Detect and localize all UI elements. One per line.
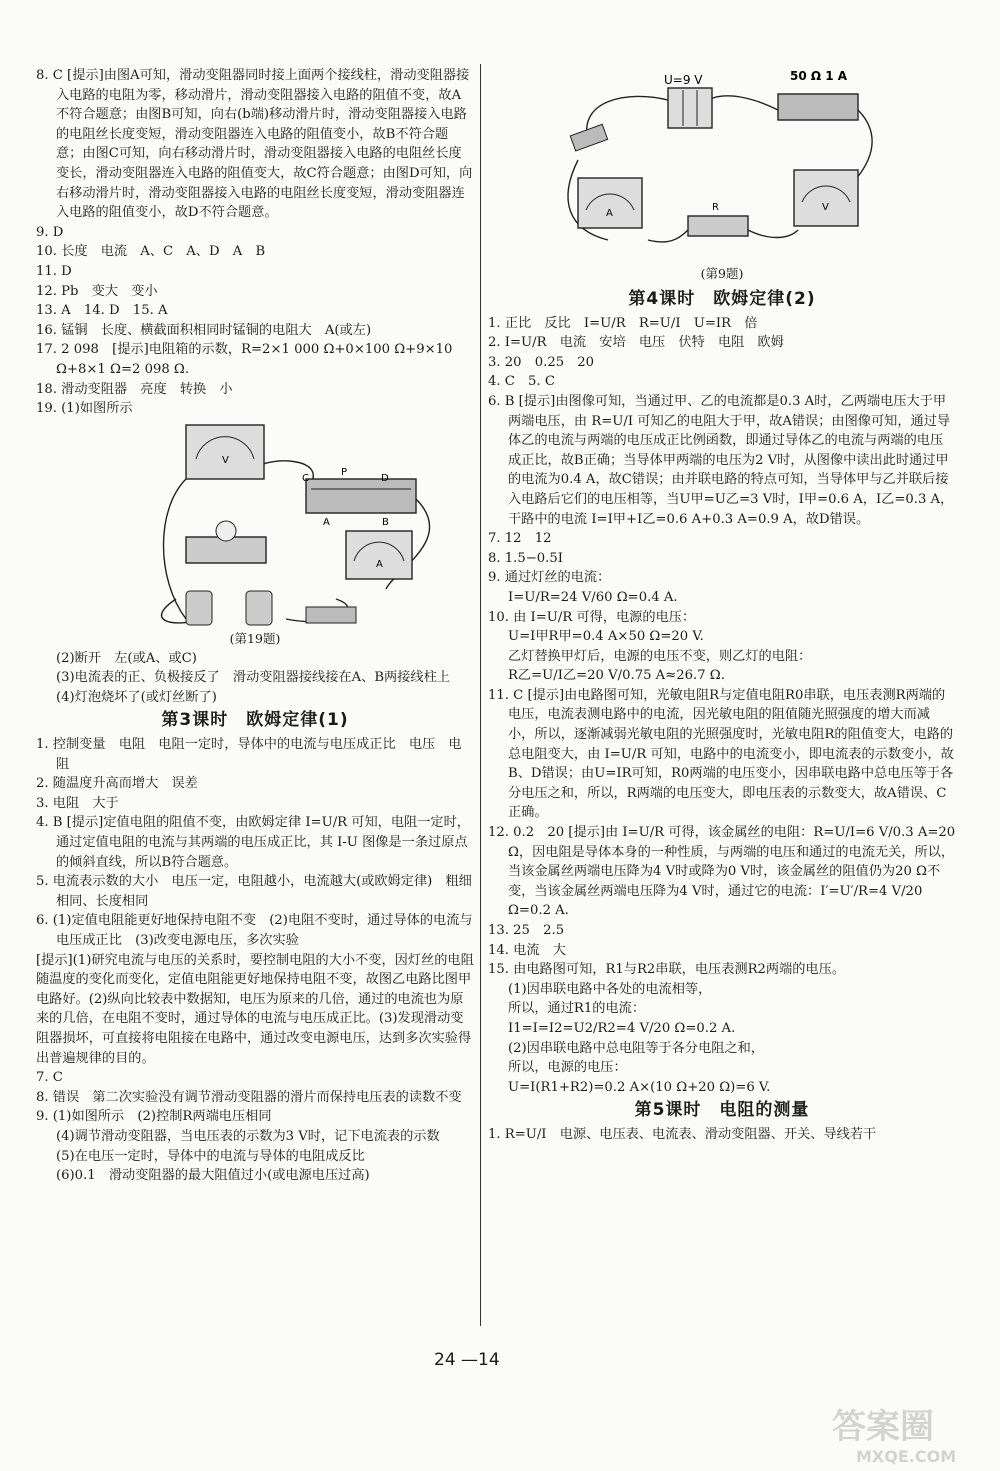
answer-11: 11. D (36, 263, 72, 279)
right-column (488, 60, 956, 1145)
answer-18: 18. 滑动变阻器 亮度 转换 小 (36, 381, 233, 397)
svg-text:V: V (822, 202, 829, 213)
lesson3-answer-8: 8. 错误 第二次实验没有调节滑动变阻器的滑片而保持电压表的读数不变 (36, 1089, 462, 1105)
lesson3-answer-6-hint: [提示](1)研究电流与电压的关系时，要控制电阻的大小不变，因灯丝的电阻随温度的变化而变化，定值电阻能更好地保持电阻不变，故图乙电路比图甲电路好。(2)纵向比较表中数据知，电压为原来的几倍，通过的电流也为原来的几倍，在电阻不变时，通过导体的电流与电压成正比。(3)发现滑动变阻器损坏，可直接将电阻接在电路中，通过改变电源电压，达到多次实验得出普遍规律的目的。 (36, 952, 474, 1066)
answer-9: 9. D (36, 224, 64, 240)
lesson3-answer-9-5: (5)在电压一定时，导体中的电流与导体的电阻成反比 (56, 1148, 365, 1164)
lesson4-answer-15: 15. 由电路图可知，R1与R2串联，电压表测R2两端的电压。 (488, 962, 846, 978)
answer-19-4: (4)灯泡烧坏了(或灯丝断了) (56, 689, 217, 705)
lesson4-answer-3: 3. 20 0.25 20 (488, 354, 595, 370)
lesson4-answer-15-1b: 所以，通过R1的电流： (508, 1001, 646, 1017)
lesson-5-heading: 第5课时 电阻的测量 (634, 1100, 810, 1121)
lesson3-answer-3: 3. 电阻 大于 (36, 795, 119, 811)
lesson4-answer-15-1: (1)因串联电路中各处的电流相等， (508, 981, 712, 997)
lesson4-answer-10-text: 乙灯替换甲灯后，电源的电压不变，则乙灯的电阻： (508, 648, 812, 664)
answer-10: 10. 长度 电流 A、C A、D A B (36, 244, 266, 260)
lesson4-answer-9: 9. 通过灯丝的电流： (488, 570, 611, 586)
lesson4-answer-7: 7. 12 12 (488, 531, 552, 547)
figure-9-caption: (第9题) (700, 266, 744, 281)
lesson4-answer-4-5: 4. C 5. C (488, 374, 555, 390)
lesson3-answer-9: 9. (1)如图所示 (2)控制R两端电压相同 (36, 1109, 272, 1125)
svg-text:D: D (381, 472, 389, 484)
answer-13-15: 13. A 14. D 15. A (36, 303, 168, 319)
lesson4-answer-10-equation-2: R乙=U/I乙=20 V/0.75 A≈26.7 Ω. (508, 668, 725, 684)
svg-text:C: C (302, 472, 309, 484)
lesson4-answer-15-equation-2: U=I(R1+R2)=0.2 A×(10 Ω+20 Ω)=6 V. (508, 1079, 771, 1095)
answer-12: 12. Pb 变大 变小 (36, 283, 158, 299)
lesson5-answer-1: 1. R=U/I 电源、电压表、电流表、滑动变阻器、开关、导线若干 (488, 1126, 877, 1142)
svg-text:A: A (376, 558, 383, 570)
lesson4-answer-12: 12. 0.2 20 [提示]由 I=U/R 可得，该金属丝的电阻：R=U/I=6 V/0.3 A=20 Ω，因电阻是导体本身的一种性质，与两端的电压和通过的电流无关，所以，当该金属丝两端电压降为4 V时或降为0 V时，该金属丝的阻值仍为20 Ω不变，当该金属丝两端电压降为4 V时，通过它的电流：I′=U′/R=4 V/20 Ω=0.2 A. (488, 825, 956, 919)
answer-19-2: (2)断开 左(或A、或C) (56, 650, 197, 666)
lesson3-answer-5: 5. 电流表示数的大小 电压一定，电阻越小，电流越大(或欧姆定律) 粗细相同、长度相同 (36, 874, 472, 909)
lesson3-answer-7: 7. C (36, 1070, 63, 1086)
lesson3-answer-6: 6. (1)定值电阻能更好地保持电阻不变 (2)电阻不变时，通过导体的电流与电压成正比 (3)改变电源电压，多次实验 (36, 913, 473, 948)
lesson4-answer-14: 14. 电流 大 (488, 942, 566, 958)
answer-17: 17. 2 098 [提示]电阻箱的示数，R=2×1 000 Ω+0×100 Ω+9×10 Ω+8×1 Ω=2 098 Ω. (36, 342, 453, 377)
lesson-4-heading: 第4课时 欧姆定律(2) (628, 289, 816, 309)
page-number: 24 —14 (434, 1350, 500, 1370)
lesson3-answer-9-6: (6)0.1 滑动变阻器的最大阻值过小(或电源电压过高) (56, 1168, 370, 1184)
svg-text:A: A (323, 516, 330, 528)
figure-9 (488, 60, 956, 286)
left-column (36, 66, 474, 1186)
lesson4-answer-10-equation: U=I甲R甲=0.4 A×50 Ω=20 V. (508, 629, 704, 645)
lesson3-answer-1: 1. 控制变量 电阻 电阻一定时，导体中的电流与电压成正比 电压 电阻 (36, 737, 462, 772)
svg-text:答案圈: 答案圈 (832, 1407, 934, 1447)
circuit-diagram-9 (488, 60, 956, 264)
lesson3-answer-4: 4. B [提示]定值电阻的阻值不变，由欧姆定律 I=U/R 可知，电阻一定时，通过定值电阻的电流与其两端的电压成正比，其 I-U 图像是一条过原点的倾斜直线，所以B符合题意。 (36, 815, 470, 870)
answer-16: 16. 锰铜 长度、横截面积相同时锰铜的电阻大 A(或左) (36, 322, 372, 338)
lesson4-answer-15-equation: I1=I=I2=U2/R2=4 V/20 Ω=0.2 A. (508, 1020, 736, 1036)
lesson3-answer-2: 2. 随温度升高而增大 误差 (36, 776, 198, 792)
column-divider (480, 64, 481, 1326)
lesson4-answer-15-2b: 所以，电源的电压： (508, 1060, 627, 1076)
lesson4-answer-8: 8. 1.5−0.5I (488, 550, 563, 566)
lesson4-answer-11: 11. C [提示]由电路图可知，光敏电阻R与定值电阻R0串联，电压表测R两端的电压，电流表测电路中的电流，因光敏电阻的阻值随光照强度的增大而减小，所以，逐渐减弱光敏电阻的光照强度时，光敏电阻R的阻值变大，电路的总电阻变大，由 I=U/R 可知，电路中的电流变小，即电流表的示数变小，故B、D错误；由U=IR可知，R0两端的电压变小，因串联电路中总电压等于各分电压之和，所以，R两端的电压变大，即电压表的示数变大，故A错误、C正确。 (488, 687, 954, 821)
svg-text:V: V (222, 454, 229, 466)
svg-text:P: P (341, 466, 348, 478)
answer-8: 8. C [提示]由图A可知，滑动变阻器同时接上面两个接线柱，滑动变阻器接入电路的电阻为零，移动滑片，滑动变阻器接入电路的阻值不变，故A不符合题意；由图B可知，向右(b端)移动滑片时，滑动变阻器接入电路的电阻丝长度变短，滑动变阻器连入电路的阻值变小，故B不符合题意；由图C可知，向右移动滑片时，滑动变阻器接入电路的电阻丝长度变长，滑动变阻器连入电路的阻值变大，故C符合题意；由图D可知，向右移动滑片时，滑动变阻器接入电路的电阻丝长度变短，滑动变阻器连入电路的阻值变小，故D不符合题意。 (36, 68, 473, 221)
figure-19-caption: (第19题) (229, 630, 281, 646)
lesson4-answer-10: 10. 由 I=U/R 可得，电源的电压： (488, 609, 696, 625)
circuit-diagram-19 (36, 419, 474, 629)
svg-text:A: A (606, 208, 613, 219)
figure-19 (36, 419, 474, 649)
lesson4-answer-15-2: (2)因串联电路中总电阻等于各分电阻之和， (508, 1040, 765, 1056)
fig9-rheostat-label: 50 Ω 1 A (790, 69, 848, 83)
lesson4-answer-2: 2. I=U/R 电流 安培 电压 伏特 电阻 欧姆 (488, 335, 784, 351)
lesson4-answer-1: 1. 正比 反比 I=U/R R=U/I U=IR 倍 (488, 315, 758, 331)
lesson4-answer-13: 13. 25 2.5 (488, 923, 565, 938)
watermark-logo (826, 1398, 996, 1468)
lesson4-answer-6: 6. B [提示]由图像可知，当通过甲、乙的电流都是0.3 A时，乙两端电压大于甲两端电压，由 R=U/I 可知乙的电阻大于甲，故A错误；由图像可知，通过导体乙的电流与两端的电压成正比例函数，即通过导体乙的电流与两端的电压成正比，故B正确；当导体甲两端的电压为2 V时，从图像中读出此时通过甲的电流为0.4 A，故C错误；由并联电路的特点可知，当导体甲与乙并联后接入电路后它们的电压相等，当U甲=U乙=3 V时，I甲=0.6 A，I乙=0.3 A，干路中的电流 I=I甲+I乙=0.6 A+0.3 A=0.9 A，故D错误。 (488, 393, 954, 527)
answer-19-3: (3)电流表的正、负极接反了 滑动变阻器接线接在A、B两接线柱上 (56, 670, 450, 686)
lesson-3-heading: 第3课时 欧姆定律(1) (161, 710, 349, 731)
svg-text:MXQE.COM: MXQE.COM (856, 1447, 957, 1466)
fig9-voltage-label: U=9 V (664, 73, 703, 87)
svg-text:R: R (712, 202, 719, 213)
lesson3-answer-9-4: (4)调节滑动变阻器，当电压表的示数为3 V时，记下电流表的示数 (56, 1128, 440, 1144)
lesson4-answer-9-equation: I=U/R=24 V/60 Ω=0.4 A. (508, 589, 678, 605)
answer-19: 19. (1)如图所示 (36, 401, 133, 417)
svg-text:B: B (382, 516, 389, 528)
